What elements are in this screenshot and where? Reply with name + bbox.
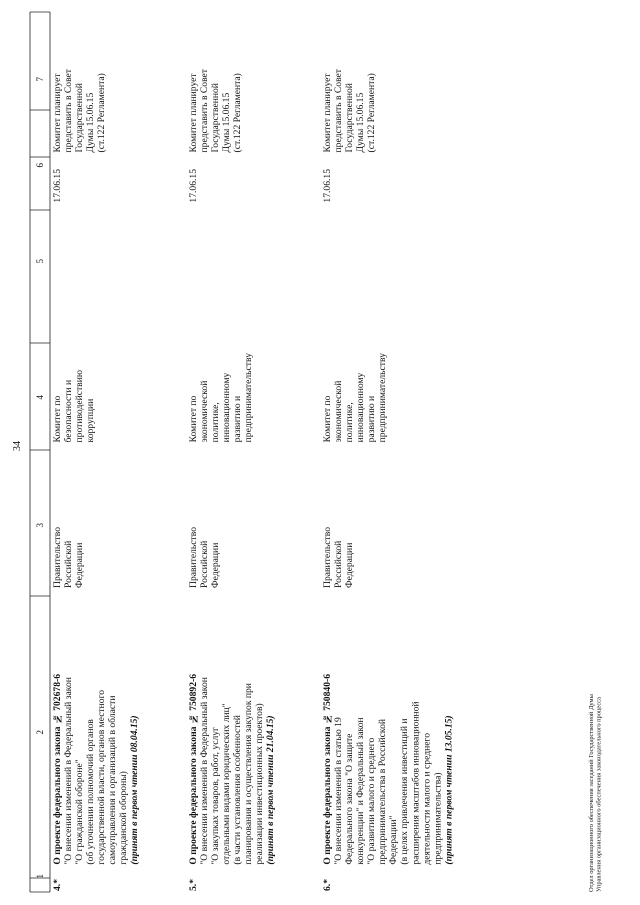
footer-line: Управления организационного обеспечения законодательного процесса: [595, 697, 603, 892]
committee-note-line: Думы 15.06.15: [355, 92, 367, 152]
committee-note-line: (ст.122 Регламента): [366, 72, 378, 152]
initiator-line: Правительство: [52, 527, 63, 588]
bill-title-line: (в части установления особенностей: [232, 715, 244, 865]
committee: [188, 353, 254, 442]
committee-note-line: представить в Совет: [63, 68, 75, 152]
committee-note-line: Комитет планирует: [322, 72, 333, 152]
bill-title-line: предпринимательства): [432, 772, 444, 865]
committee-line: Комитет по: [322, 395, 333, 442]
review-date: [188, 169, 199, 203]
committee-line: политике,: [344, 401, 356, 442]
column-header-3: 3: [35, 523, 45, 528]
initiator: [188, 527, 221, 588]
bill-title: [52, 674, 140, 865]
footer-department: [588, 630, 603, 892]
page-number: 34: [12, 441, 23, 451]
bill-title-line: расширения масштабов инновационной: [410, 701, 422, 865]
initiator-line: Российской: [333, 540, 345, 588]
row-number: [322, 879, 333, 891]
row-number: [52, 879, 63, 891]
initiator-line: Правительство: [188, 527, 199, 588]
committee-line: развитию и: [366, 395, 378, 442]
bill-title-line: Федерального закона "О защите: [344, 733, 356, 865]
bill-title-line: планирования и осуществления закупок при: [243, 683, 255, 865]
bill-title-line: деятельности малого и среднего: [421, 733, 433, 865]
column-header-7: 7: [35, 77, 45, 82]
committee-line: предпринимательству: [377, 352, 389, 442]
bill-title: [322, 674, 454, 865]
column-header-6: 6: [35, 163, 45, 168]
bill-title-line: Федерации": [388, 815, 400, 865]
bill-title-line: "О закупках товаров, работ, услуг: [210, 727, 222, 865]
committee-note-line: Думы 15.06.15: [221, 92, 233, 152]
committee: [322, 353, 388, 442]
review-date-line: 17.06.15: [52, 169, 63, 203]
bill-title: [188, 674, 276, 865]
committee-line: предпринимательству: [243, 352, 255, 442]
bill-title-line: реализации инвестиционных проектов): [254, 703, 266, 865]
bill-title-line: "О гражданской обороне": [74, 759, 86, 865]
committee-note-line: (ст.122 Регламента): [232, 72, 244, 152]
footer-line: Отдел организационного обеспечения заседаний Государственной Думы: [588, 694, 595, 892]
bill-title-line: (принят в первом чтении 13.05.15): [443, 715, 455, 865]
bill-title-line: "О внесении изменений в Федеральный закон: [63, 677, 75, 865]
bill-title-line: предпринимательства в Российской: [377, 719, 389, 865]
bill-title-line: самоуправления и организаций в области: [107, 695, 119, 865]
committee-note-line: (ст.122 Регламента): [96, 72, 108, 152]
initiator-line: Правительство: [322, 527, 333, 588]
bill-title-line: "О развитии малого и среднего: [366, 738, 378, 865]
initiator: [52, 527, 85, 588]
initiator-line: Российской: [199, 540, 211, 588]
row-number-line: 6.*: [322, 879, 333, 891]
committee-line: экономической: [199, 380, 211, 442]
bill-title-line: "О внесении изменений в статью 19: [333, 717, 345, 865]
column-header-1: 1: [35, 874, 45, 879]
committee: [52, 370, 96, 442]
bill-title-line: государственной власти, органов местного: [96, 690, 108, 865]
bill-title-line: (в целях привлечения инвестиций и: [399, 718, 411, 865]
committee-line: коррупции: [85, 398, 97, 442]
initiator-line: Федерации: [210, 542, 222, 588]
committee-note-line: Комитет планирует: [52, 72, 63, 152]
committee-note-line: представить в Совет: [199, 68, 211, 152]
bill-title-line: (принят в первом чтении 21.04.15): [265, 715, 277, 865]
bill-title-line: (об уточнении полномочий органов: [85, 719, 97, 865]
bill-title-line: О проекте федерального закона № 702678-6: [52, 674, 63, 865]
initiator-line: Российской: [63, 540, 75, 588]
row-number-line: 5.*: [188, 879, 199, 891]
initiator: [322, 527, 355, 588]
bill-title-line: (принят в первом чтении 08.04.15): [129, 715, 141, 865]
committee-line: инновационному: [221, 372, 233, 442]
committee-note: [188, 69, 243, 152]
review-date: [322, 169, 333, 203]
bill-title-line: отдельными видами юридических лиц": [221, 703, 233, 865]
committee-note: [52, 69, 107, 152]
bill-title-line: О проекте федерального закона № 750892-6: [188, 674, 199, 865]
column-header-5: 5: [35, 259, 45, 264]
bill-title-line: О проекте федерального закона № 750840-6: [322, 674, 333, 865]
initiator-line: Федерации: [344, 542, 356, 588]
committee-note-line: Государственной: [344, 82, 356, 152]
committee-line: развитию и: [232, 395, 244, 442]
committee-line: экономической: [333, 380, 345, 442]
committee-note-line: Государственной: [74, 82, 86, 152]
column-header-2: 2: [35, 730, 45, 735]
review-date-line: 17.06.15: [322, 169, 333, 203]
bill-title-line: конкуренции" и Федеральный закон: [355, 717, 367, 865]
committee-line: политике,: [210, 401, 222, 442]
bill-title-line: гражданской обороны): [118, 771, 130, 865]
row-number: [188, 879, 199, 891]
committee-note-line: Государственной: [210, 82, 222, 152]
committee-line: безопасности и: [63, 379, 75, 442]
bill-title-line: "О внесении изменений в Федеральный закон: [199, 677, 211, 865]
review-date-line: 17.06.15: [188, 169, 199, 203]
committee-line: Комитет по: [188, 395, 199, 442]
row-number-line: 4.*: [52, 879, 63, 891]
initiator-line: Федерации: [74, 542, 86, 588]
column-header-4: 4: [35, 395, 45, 400]
committee-line: противодействию: [74, 369, 86, 442]
committee-line: инновационному: [355, 372, 367, 442]
committee-note: [322, 69, 377, 152]
review-date: [52, 169, 63, 203]
committee-line: Комитет по: [52, 395, 63, 442]
committee-note-line: Думы 15.06.15: [85, 92, 97, 152]
committee-note-line: Комитет планирует: [188, 72, 199, 152]
committee-note-line: представить в Совет: [333, 68, 345, 152]
